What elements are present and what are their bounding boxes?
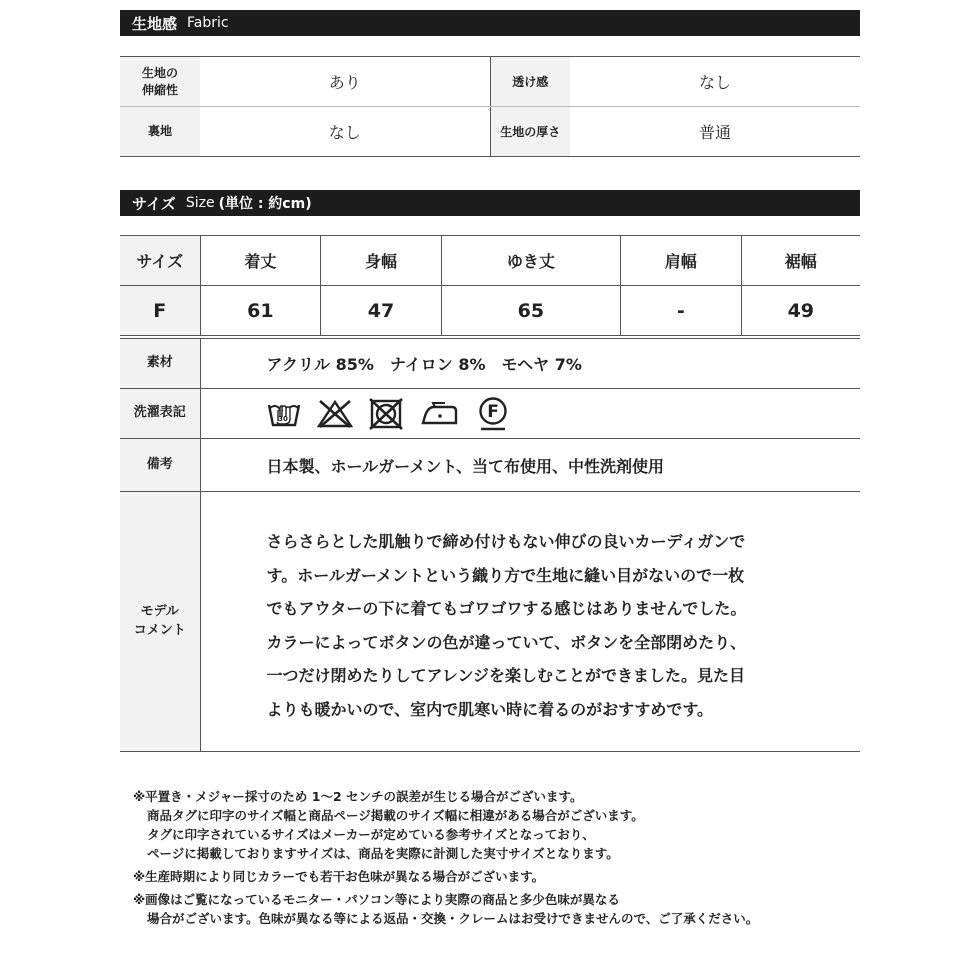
footnote-line: ※画像はご覧になっているモニター・パソコン等により実際の商品と多少色味が異なる [133,892,620,907]
dry-clean-f-icon [475,396,511,432]
size-header-cell: ゆき丈 [441,236,620,286]
size-header-cell: 肩幅 [620,236,741,286]
size-table [120,235,860,336]
notes-row [120,439,860,492]
comment-label-line2: コメント [133,622,186,638]
comment-row [120,492,860,752]
size-values-row [120,286,860,336]
no-tumble-dry-icon [369,398,403,430]
footnote-line: ※平置き・メジャー採寸のため 1～2 センチの誤差が生じる場合がございます。 [133,789,583,804]
comment-line: よりも暖かいので、室内で肌寒い時に着るのがおすすめです。 [266,699,714,719]
notes-value: 日本製、ホールガーメント、当て布使用、中性洗剤使用 [200,439,860,492]
material-label: 素材 [120,339,200,389]
size-title-ja: サイズ [132,194,176,213]
care-icons [200,389,860,439]
fabric-title-ja: 生地感 [132,14,178,33]
notes-label: 備考 [120,439,200,492]
comment-line: す。ホールガーメントという織り方で生地に縫い目がないので一枚 [266,565,745,585]
model-comment [200,492,860,752]
thickness-label: 生地の厚さ [490,107,570,157]
size-value-cell: 47 [321,286,442,336]
comment-line: 一つだけ閉めたりしてアレンジを楽しむことができました。見た目 [266,666,746,685]
footnotes [133,787,758,928]
iron-low-icon [419,399,459,429]
sheerness-label: 透け感 [490,57,570,107]
no-bleach-icon [317,399,353,429]
sheerness-value: なし [570,57,860,107]
hand-wash-30-icon [267,399,301,429]
comment-line: さらさらとした肌触りで締め付けもない伸びの良いカーディガンで [266,532,746,551]
details-table [120,338,860,752]
fabric-table [120,56,860,157]
lining-value: なし [200,107,490,157]
care-row [120,389,860,439]
footnote-line: 商品タグに印字のサイズ幅と商品ページ掲載のサイズ幅に相違がある場合がございます。 [147,808,644,823]
fabric-row [120,57,860,107]
size-title-en: Size [185,195,215,211]
lining-label: 裏地 [120,107,200,157]
fabric-row [120,107,860,157]
material-value: アクリル 85% ナイロン 8% モヘヤ 7% [200,339,860,389]
footnote-line: 場合がございます。色味が異なる等による返品・交換・クレームはお受けできませんので、ご了承ください。 [147,911,759,926]
comment-label [120,492,200,752]
size-header-cell: 着丈 [200,236,321,286]
size-value-cell: 61 [200,286,321,336]
size-section-header [120,190,860,216]
size-value-cell: 65 [441,286,620,336]
footnote-line: タグに印字されているサイズはメーカーが定めている参考サイズとなっており、 [147,827,595,842]
fabric-title-en: Fabric [187,15,229,31]
footnote-line: ページに掲載しておりますサイズは、商品を実際に計測した実寸サイズとなります。 [147,846,619,861]
stretch-label [120,57,200,107]
comment-label-line1: モデル [140,604,179,620]
comment-line: でもアウターの下に着てもゴワゴワする感じはありませんでした。 [266,599,747,618]
stretch-label-line1: 生地の [141,66,178,81]
size-header-row [120,236,860,286]
care-label: 洗濯表記 [120,389,200,439]
footnote-line: ※生産時期により同じカラーでも若干お色味が異なる場合がございます。 [133,869,545,884]
material-row [120,339,860,389]
size-unit: (単位 : 約cm) [218,196,312,212]
stretch-value: あり [200,57,490,107]
dry-clean-letter: F [486,401,499,422]
comment-line: カラーによってボタンの色が違っていて、ボタンを全部閉めたり、 [266,632,747,652]
svg-text:30: 30 [277,414,288,423]
size-value-cell: F [120,286,200,336]
thickness-value: 普通 [570,107,860,157]
stretch-label-line2: 伸縮性 [141,82,178,97]
size-header-cell: サイズ [120,236,200,286]
size-value-cell: 49 [741,286,860,336]
size-header-cell: 身幅 [321,236,442,286]
size-header-cell: 裾幅 [741,236,860,286]
fabric-section-header [120,10,860,36]
size-value-cell: - [620,286,741,336]
